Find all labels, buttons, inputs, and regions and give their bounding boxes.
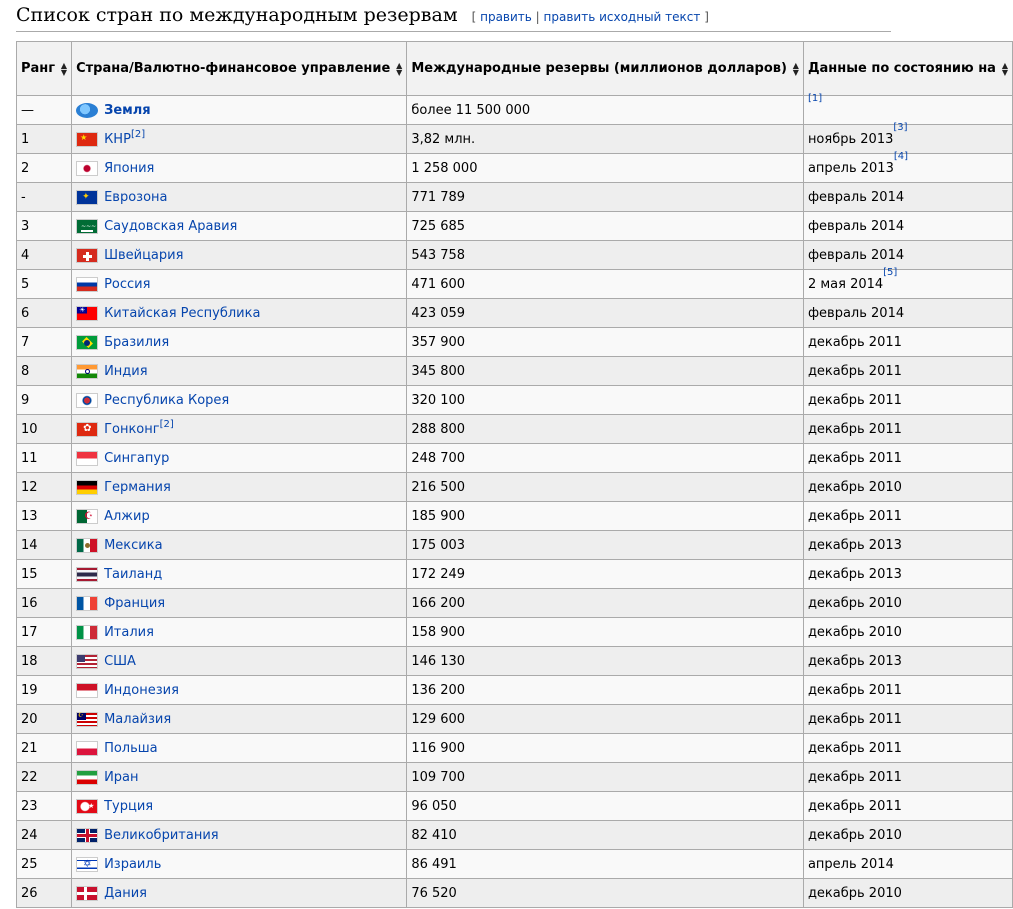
rank-cell: -: [17, 183, 72, 212]
date-text: декабрь 2011: [807, 740, 902, 756]
country-link[interactable]: Индонезия: [104, 682, 179, 698]
header-country[interactable]: [72, 42, 407, 96]
country-link[interactable]: Бразилия: [104, 334, 170, 350]
reserves-cell: 175 003: [407, 531, 804, 560]
malaysia-flag-icon[interactable]: ☪: [76, 712, 98, 727]
rank-cell: 20: [17, 705, 72, 734]
reserves-cell: 543 758: [407, 241, 804, 270]
date-text: декабрь 2011: [807, 682, 902, 698]
country-link[interactable]: Саудовская Аравия: [104, 218, 238, 234]
date-cell: [803, 150, 1012, 183]
country-link[interactable]: Япония: [104, 160, 155, 176]
rank-cell: 18: [17, 647, 72, 676]
reserves-cell: 725 685: [407, 212, 804, 241]
rank-cell: 5: [17, 270, 72, 299]
date-cell: [803, 705, 1012, 734]
date-text: февраль 2014: [807, 305, 905, 321]
country-link[interactable]: США: [104, 653, 136, 669]
date-cell: [803, 444, 1012, 473]
table-row: [17, 792, 1013, 821]
table-row: [17, 154, 1013, 183]
date-cell: [803, 618, 1012, 647]
country-link[interactable]: Великобритания: [104, 827, 219, 843]
date-text: апрель 2014: [807, 856, 894, 872]
country-link[interactable]: Таиланд: [104, 566, 163, 582]
turkey-flag-icon[interactable]: ★: [76, 799, 98, 814]
reserves-cell: 345 800: [407, 357, 804, 386]
rank-cell: 3: [17, 212, 72, 241]
table-row: [17, 734, 1013, 763]
reserves-cell: 185 900: [407, 502, 804, 531]
indonesia-flag-icon[interactable]: [76, 683, 98, 698]
date-cell: [803, 763, 1012, 792]
date-cell: [803, 241, 1012, 270]
country-link[interactable]: Мексика: [104, 537, 163, 553]
country-link[interactable]: КНР: [104, 131, 131, 147]
reserves-cell: 172 249: [407, 560, 804, 589]
reserves-cell: 158 900: [407, 618, 804, 647]
rank-cell: 16: [17, 589, 72, 618]
date-text: декабрь 2010: [807, 479, 902, 495]
country-cell: [72, 763, 407, 792]
rank-cell: 22: [17, 763, 72, 792]
usa-flag-icon[interactable]: [76, 654, 98, 669]
country-cell: [72, 705, 407, 734]
country-cell: [72, 212, 407, 241]
date-cell: [803, 676, 1012, 705]
date-cell: [803, 589, 1012, 618]
date-cell: [803, 183, 1012, 212]
rank-cell: 2: [17, 154, 72, 183]
date-text: декабрь 2013: [807, 653, 902, 669]
country-reference-link[interactable]: [2]: [159, 419, 174, 430]
country-link[interactable]: Италия: [104, 624, 154, 640]
reserves-cell: 1 258 000: [407, 154, 804, 183]
hongkong-flag-icon[interactable]: ✿: [76, 422, 98, 437]
country-cell: [72, 183, 407, 212]
rank-cell: 25: [17, 850, 72, 879]
date-cell: [803, 821, 1012, 850]
date-reference-link[interactable]: [4]: [893, 150, 909, 162]
table-row: [17, 618, 1013, 647]
date-cell: [803, 121, 1012, 154]
reserves-cell: 116 900: [407, 734, 804, 763]
edit-separator: |: [531, 10, 544, 24]
table-row: [17, 879, 1013, 908]
date-reference-link[interactable]: [3]: [893, 121, 908, 133]
date-text: декабрь 2010: [807, 595, 902, 611]
sort-arrows-icon[interactable]: ▲ ▼: [396, 60, 403, 77]
table-row: [17, 299, 1013, 328]
edit-bracket-close: ]: [700, 10, 709, 24]
sort-arrows-icon[interactable]: ▲ ▼: [1001, 60, 1008, 77]
date-cell: [803, 92, 1012, 125]
reserves-cell: 3,82 млн.: [407, 125, 804, 154]
rank-cell: 17: [17, 618, 72, 647]
table-row: [17, 763, 1013, 792]
header-date[interactable]: [803, 42, 1012, 96]
reserves-cell: 96 050: [407, 792, 804, 821]
table-row: [17, 415, 1013, 444]
date-text: декабрь 2010: [807, 624, 902, 640]
country-link[interactable]: Иран: [104, 769, 139, 785]
table-row: [17, 850, 1013, 879]
japan-flag-icon[interactable]: [76, 161, 98, 176]
country-cell: [72, 676, 407, 705]
section-heading: [16, 0, 891, 32]
date-cell: [803, 792, 1012, 821]
saudi-flag-icon[interactable]: ~~~: [76, 219, 98, 234]
country-link[interactable]: Алжир: [104, 508, 150, 524]
rank-cell: 21: [17, 734, 72, 763]
reserves-cell: 129 600: [407, 705, 804, 734]
rank-cell: 12: [17, 473, 72, 502]
date-cell: [803, 266, 1012, 299]
date-reference-link[interactable]: [5]: [883, 266, 898, 278]
date-cell: [803, 473, 1012, 502]
date-cell: [803, 879, 1012, 908]
rank-cell: 15: [17, 560, 72, 589]
italy-flag-icon[interactable]: [76, 625, 98, 640]
table-row: [17, 502, 1013, 531]
date-text: февраль 2014: [807, 189, 905, 205]
rank-cell: 23: [17, 792, 72, 821]
taiwan-flag-icon[interactable]: ☀: [76, 306, 98, 321]
date-cell: [803, 560, 1012, 589]
table-row: [17, 821, 1013, 850]
country-cell: [72, 850, 407, 879]
brazil-flag-icon[interactable]: [76, 335, 98, 350]
page-title: Список стран по международным резервам: [16, 4, 458, 26]
country-cell: [72, 473, 407, 502]
date-text: ноябрь 2013: [807, 131, 894, 147]
header-reserves-label: Международные резервы (миллионов долларов): [411, 61, 787, 76]
country-link[interactable]: Россия: [104, 276, 151, 292]
israel-flag-icon[interactable]: ✡: [76, 857, 98, 872]
date-cell: [803, 850, 1012, 879]
country-reference-link[interactable]: [2]: [130, 129, 146, 140]
reserves-cell: 166 200: [407, 589, 804, 618]
rank-cell: 9: [17, 386, 72, 415]
header-rank[interactable]: [17, 42, 72, 96]
date-text: декабрь 2011: [807, 334, 902, 350]
thailand-flag-icon[interactable]: [76, 567, 98, 582]
country-cell: [72, 531, 407, 560]
earth-flag-icon[interactable]: [76, 103, 98, 118]
rank-cell: 19: [17, 676, 72, 705]
mexico-flag-icon[interactable]: [76, 538, 98, 553]
date-text: декабрь 2011: [807, 450, 902, 466]
date-cell: [803, 212, 1012, 241]
sort-arrows-icon[interactable]: ▲ ▼: [60, 60, 68, 77]
date-text: февраль 2014: [807, 218, 905, 234]
date-cell: [803, 502, 1012, 531]
date-text: декабрь 2010: [807, 827, 902, 843]
table-row: [17, 705, 1013, 734]
country-cell: [72, 270, 407, 299]
rank-cell: 4: [17, 241, 72, 270]
poland-flag-icon[interactable]: [76, 741, 98, 756]
country-link[interactable]: Земля: [104, 102, 151, 118]
table-row: [17, 125, 1013, 154]
reserves-cell: 216 500: [407, 473, 804, 502]
country-link[interactable]: Швейцария: [104, 247, 184, 263]
country-cell: [72, 560, 407, 589]
table-row: [17, 560, 1013, 589]
rank-cell: 11: [17, 444, 72, 473]
rank-cell: 1: [17, 125, 72, 154]
country-cell: [72, 96, 407, 125]
date-text: апрель 2013: [807, 160, 894, 176]
country-cell: [72, 299, 407, 328]
reserves-cell: 423 059: [407, 299, 804, 328]
date-cell: [803, 531, 1012, 560]
date-text: декабрь 2010: [807, 885, 902, 901]
date-text: декабрь 2011: [807, 421, 902, 437]
singapore-flag-icon[interactable]: [76, 451, 98, 466]
country-link[interactable]: Индия: [104, 363, 148, 379]
date-text: декабрь 2011: [807, 711, 902, 727]
table-row: [17, 96, 1013, 125]
country-link[interactable]: Турция: [104, 798, 154, 814]
table-row: [17, 386, 1013, 415]
reserves-cell: 136 200: [407, 676, 804, 705]
swiss-flag-icon[interactable]: [76, 248, 98, 263]
edit-bracket-open: [: [471, 10, 481, 24]
country-cell: [72, 444, 407, 473]
country-cell: [72, 792, 407, 821]
date-cell: [803, 734, 1012, 763]
table-row: [17, 183, 1013, 212]
table-header-row: [17, 42, 1013, 96]
table-row: [17, 241, 1013, 270]
iran-flag-icon[interactable]: [76, 770, 98, 785]
country-link[interactable]: Польша: [104, 740, 158, 756]
country-link[interactable]: Гонконг: [104, 421, 160, 437]
russia-flag-icon[interactable]: [76, 277, 98, 292]
germany-flag-icon[interactable]: [76, 480, 98, 495]
rank-cell: 26: [17, 879, 72, 908]
reserves-cell: 288 800: [407, 415, 804, 444]
india-flag-icon[interactable]: [76, 364, 98, 379]
date-cell: [803, 386, 1012, 415]
algeria-flag-icon[interactable]: ☪: [76, 509, 98, 524]
country-cell: [72, 125, 407, 154]
country-link[interactable]: Республика Корея: [104, 392, 230, 408]
date-text: февраль 2014: [807, 247, 905, 263]
date-reference-link[interactable]: [1]: [807, 92, 823, 104]
country-link[interactable]: Дания: [104, 885, 147, 901]
country-link[interactable]: Сингапур: [104, 450, 170, 466]
date-text: декабрь 2013: [807, 566, 902, 582]
table-row: [17, 676, 1013, 705]
reserves-cell: 320 100: [407, 386, 804, 415]
reserves-cell: 248 700: [407, 444, 804, 473]
china-flag-icon[interactable]: ★: [76, 132, 98, 147]
reserves-cell: 357 900: [407, 328, 804, 357]
reserves-table: [16, 41, 1013, 908]
rank-cell: —: [17, 96, 72, 125]
reserves-cell: 471 600: [407, 270, 804, 299]
country-cell: [72, 154, 407, 183]
date-text: декабрь 2011: [807, 392, 902, 408]
korea-flag-icon[interactable]: [76, 393, 98, 408]
reserves-cell: более 11 500 000: [407, 96, 804, 125]
date-text: декабрь 2011: [807, 769, 902, 785]
reserves-cell: 771 789: [407, 183, 804, 212]
country-cell: [72, 821, 407, 850]
date-text: декабрь 2011: [807, 363, 902, 379]
france-flag-icon[interactable]: [76, 596, 98, 611]
country-cell: [72, 647, 407, 676]
reserves-cell: 76 520: [407, 879, 804, 908]
rank-cell: 8: [17, 357, 72, 386]
table-row: [17, 212, 1013, 241]
country-cell: [72, 386, 407, 415]
country-link[interactable]: Еврозона: [104, 189, 168, 205]
country-cell: [72, 241, 407, 270]
date-cell: [803, 357, 1012, 386]
table-row: [17, 444, 1013, 473]
rank-cell: 24: [17, 821, 72, 850]
header-rank-label: Ранг: [21, 61, 56, 76]
country-cell: [72, 357, 407, 386]
country-link[interactable]: Германия: [104, 479, 171, 495]
country-cell: [72, 618, 407, 647]
table-row: [17, 270, 1013, 299]
country-cell: [72, 879, 407, 908]
rank-cell: 13: [17, 502, 72, 531]
edit-link[interactable]: править: [480, 10, 532, 24]
rank-cell: 14: [17, 531, 72, 560]
table-row: [17, 328, 1013, 357]
table-row: [17, 473, 1013, 502]
rank-cell: 6: [17, 299, 72, 328]
table-row: [17, 531, 1013, 560]
header-reserves[interactable]: [407, 42, 804, 96]
eu-flag-icon[interactable]: ✦: [76, 190, 98, 205]
edit-section-links: [472, 10, 709, 24]
table-row: [17, 357, 1013, 386]
date-text: 2 мая 2014: [807, 276, 884, 292]
rank-cell: 7: [17, 328, 72, 357]
reserves-cell: 86 491: [407, 850, 804, 879]
country-cell: [72, 734, 407, 763]
country-link[interactable]: Малайзия: [104, 711, 172, 727]
date-text: декабрь 2013: [807, 537, 902, 553]
reserves-cell: 146 130: [407, 647, 804, 676]
country-cell: [72, 502, 407, 531]
table-row: [17, 589, 1013, 618]
uk-flag-icon[interactable]: [76, 828, 98, 843]
country-cell: [72, 328, 407, 357]
rank-cell: 10: [17, 415, 72, 444]
table-row: [17, 647, 1013, 676]
date-text: декабрь 2011: [807, 508, 902, 524]
edit-source-link[interactable]: править исходный текст: [543, 10, 701, 24]
country-cell: [72, 415, 407, 444]
date-text: декабрь 2011: [807, 798, 902, 814]
sort-arrows-icon[interactable]: ▲ ▼: [792, 60, 799, 77]
date-cell: [803, 415, 1012, 444]
denmark-flag-icon[interactable]: [76, 886, 98, 901]
date-cell: [803, 647, 1012, 676]
country-link[interactable]: Франция: [104, 595, 166, 611]
country-cell: [72, 589, 407, 618]
header-country-label: Страна/Валютно-финансовое управление: [76, 61, 391, 76]
country-link[interactable]: Китайская Республика: [104, 305, 261, 321]
date-cell: [803, 299, 1012, 328]
reserves-cell: 82 410: [407, 821, 804, 850]
date-cell: [803, 328, 1012, 357]
country-link[interactable]: Израиль: [104, 856, 162, 872]
reserves-cell: 109 700: [407, 763, 804, 792]
header-date-label: Данные по состоянию на: [807, 61, 996, 76]
